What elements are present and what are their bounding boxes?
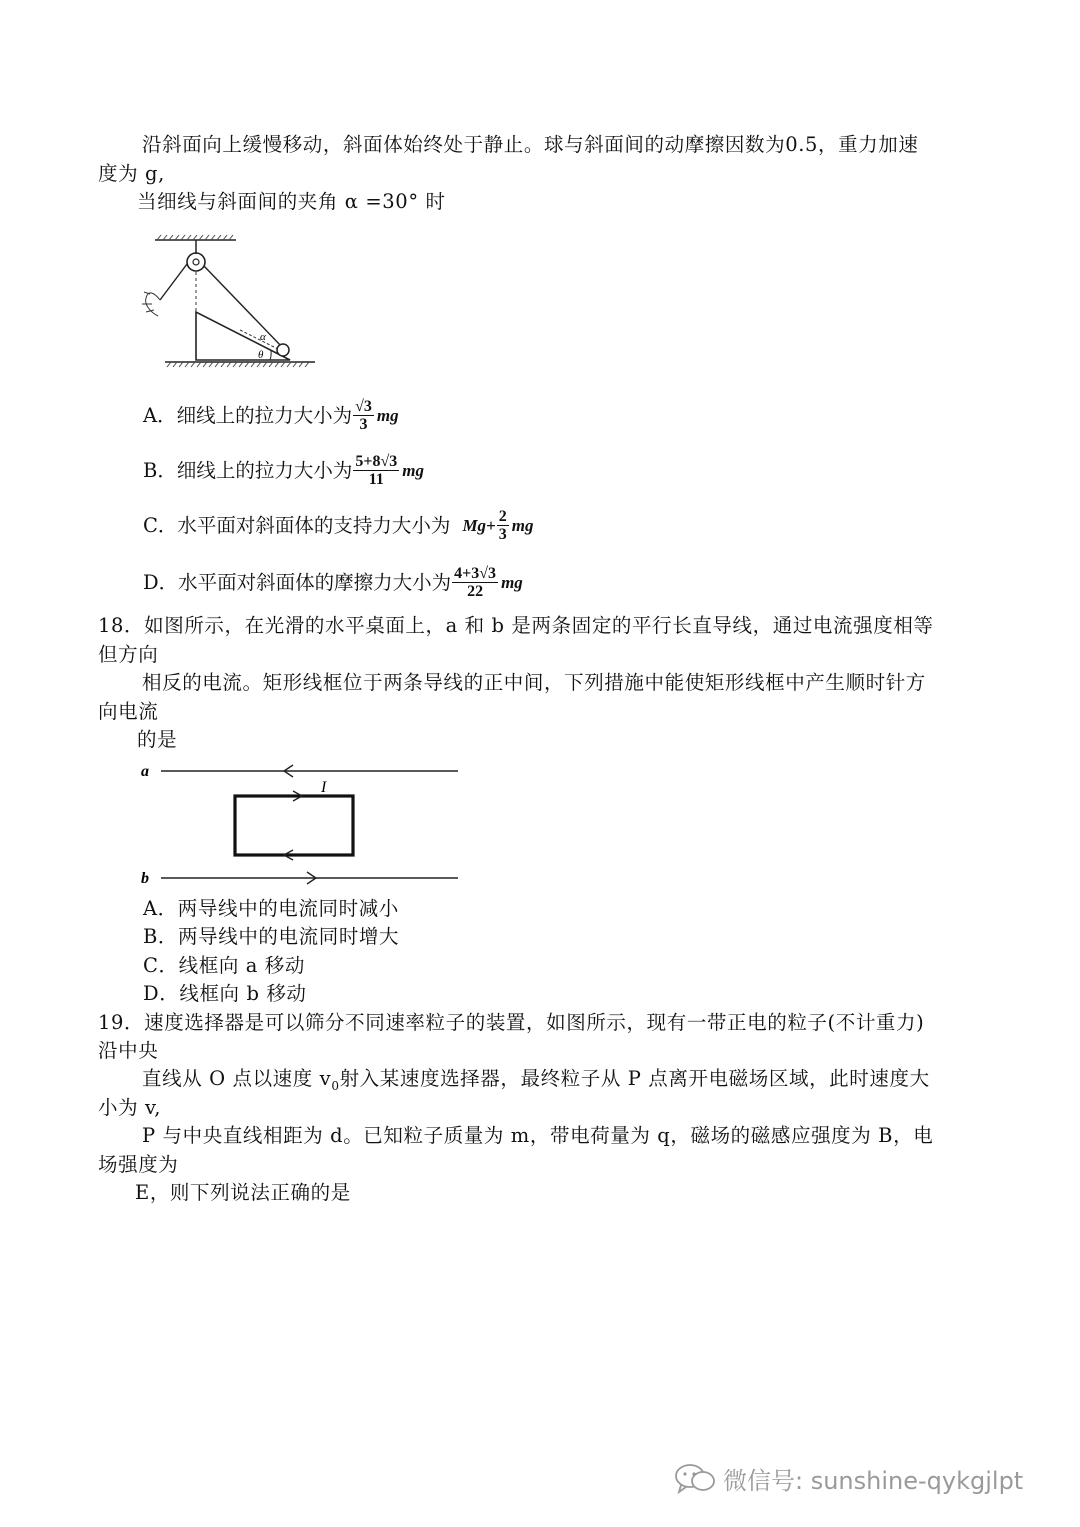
option-letter: D． <box>143 570 179 594</box>
fraction-numerator: 5+8√3 <box>355 453 398 470</box>
q18-wires-loop-figure <box>135 758 465 888</box>
fraction-denominator: 11 <box>368 471 384 488</box>
option-letter: A． <box>143 403 177 427</box>
option-text: 两导线中的电流同时增大 <box>178 925 400 948</box>
q19-text-line-4: 小为 v, <box>98 1096 162 1119</box>
q19-text-line-3 <box>142 1066 930 1099</box>
q18-text-line-1: 18．如图所示，在光滑的水平桌面上，a 和 b 是两条固定的平行长直导线，通过电流强度相等 <box>98 614 934 637</box>
q18-option-d[interactable] <box>143 981 307 1007</box>
unit-mg: mg <box>511 515 534 535</box>
q17-text-line-2: 度为 g, <box>98 162 165 185</box>
q18-text-line-3: 相反的电流。矩形线框位于两条导线的正中间，下列措施中能使矩形线框中产生顺时针方 <box>142 671 926 694</box>
fraction <box>452 565 498 600</box>
hand-icon <box>142 292 160 316</box>
q19-text-line-1: 19．速度选择器是可以筛分不同速率粒子的装置，如图所示，现有一带正电的粒子(不计重力) <box>98 1011 925 1034</box>
q18-text-line-2: 但方向 <box>98 643 159 666</box>
option-letter: D． <box>143 982 180 1005</box>
term-Mg: Mg+ <box>462 515 496 535</box>
option-letter: B． <box>143 458 177 482</box>
wechat-icon <box>673 1461 717 1495</box>
option-letter: A． <box>143 897 178 920</box>
fraction-numerator: 2 <box>498 508 507 525</box>
option-text: 水平面对斜面体的摩擦力大小为 <box>178 570 452 594</box>
fraction-numerator: 4+3√3 <box>454 565 497 582</box>
option-text: 细线上的拉力大小为 <box>176 458 353 482</box>
fraction <box>353 398 374 433</box>
wire-a-label: a <box>141 763 149 780</box>
option-text: 细线上的拉力大小为 <box>176 403 353 427</box>
q18-text-line-4: 向电流 <box>98 700 159 723</box>
option-text: 两导线中的电流同时减小 <box>177 897 399 920</box>
q19-text-line-2: 沿中央 <box>98 1039 159 1062</box>
unit-mg: mg <box>376 405 399 425</box>
unit-mg: mg <box>501 572 523 592</box>
option-letter: C． <box>143 954 179 977</box>
q19-text-line-5: P 与中央直线相距为 d。已知粒子质量为 m，带电荷量为 q，磁场的磁感应强度为 B，电 <box>142 1124 934 1147</box>
q17-option-d[interactable] <box>143 565 523 600</box>
q19-text-line-7: E，则下列说法正确的是 <box>135 1181 351 1204</box>
q18-option-c[interactable] <box>143 953 305 979</box>
q18-option-b[interactable] <box>143 924 399 950</box>
q17-text-line-1: 沿斜面向上缓慢移动，斜面体始终处于静止。球与斜面间的动摩擦因数为0.5，重力加速 <box>142 133 919 156</box>
fraction-denominator: 3 <box>359 416 368 433</box>
fraction-denominator: 22 <box>467 583 484 600</box>
option-text: 线框向 b 移动 <box>179 982 307 1005</box>
q17-incline-pulley-figure <box>140 232 320 372</box>
option-text: 线框向 a 移动 <box>178 954 305 977</box>
q17-option-c[interactable] <box>143 508 533 543</box>
wechat-watermark <box>673 1458 1023 1498</box>
fraction <box>497 508 509 543</box>
q19-text-line-3a: 直线从 O 点以速度 v <box>142 1067 332 1090</box>
subscript-zero: 0 <box>331 1078 340 1093</box>
unit-mg: mg <box>402 460 424 480</box>
q19-text-line-6: 场强度为 <box>98 1153 179 1176</box>
q17-option-b[interactable] <box>143 453 424 488</box>
wire-b-label: b <box>141 870 149 887</box>
q18-text-line-5: 的是 <box>137 728 178 751</box>
alpha-label: α <box>260 331 266 343</box>
watermark-text: 微信号: sunshine-qykgjlpt <box>723 1466 1024 1495</box>
q18-option-a[interactable] <box>143 896 399 922</box>
q17-option-a[interactable] <box>143 398 399 433</box>
option-text: 水平面对斜面体的支持力大小为 <box>177 513 451 537</box>
fraction-numerator: √3 <box>355 398 372 415</box>
fraction <box>353 453 399 488</box>
q17-text-line-3: 当细线与斜面间的夹角 α =30° 时 <box>137 190 446 213</box>
fraction-denominator: 3 <box>498 526 507 543</box>
q19-text-line-3b: 射入某速度选择器，最终粒子从 P 点离开电磁场区域，此时速度大 <box>339 1067 930 1090</box>
option-letter: C． <box>143 513 178 537</box>
theta-label: θ <box>258 349 264 361</box>
option-letter: B． <box>143 925 179 948</box>
current-i-label: I <box>321 779 327 796</box>
